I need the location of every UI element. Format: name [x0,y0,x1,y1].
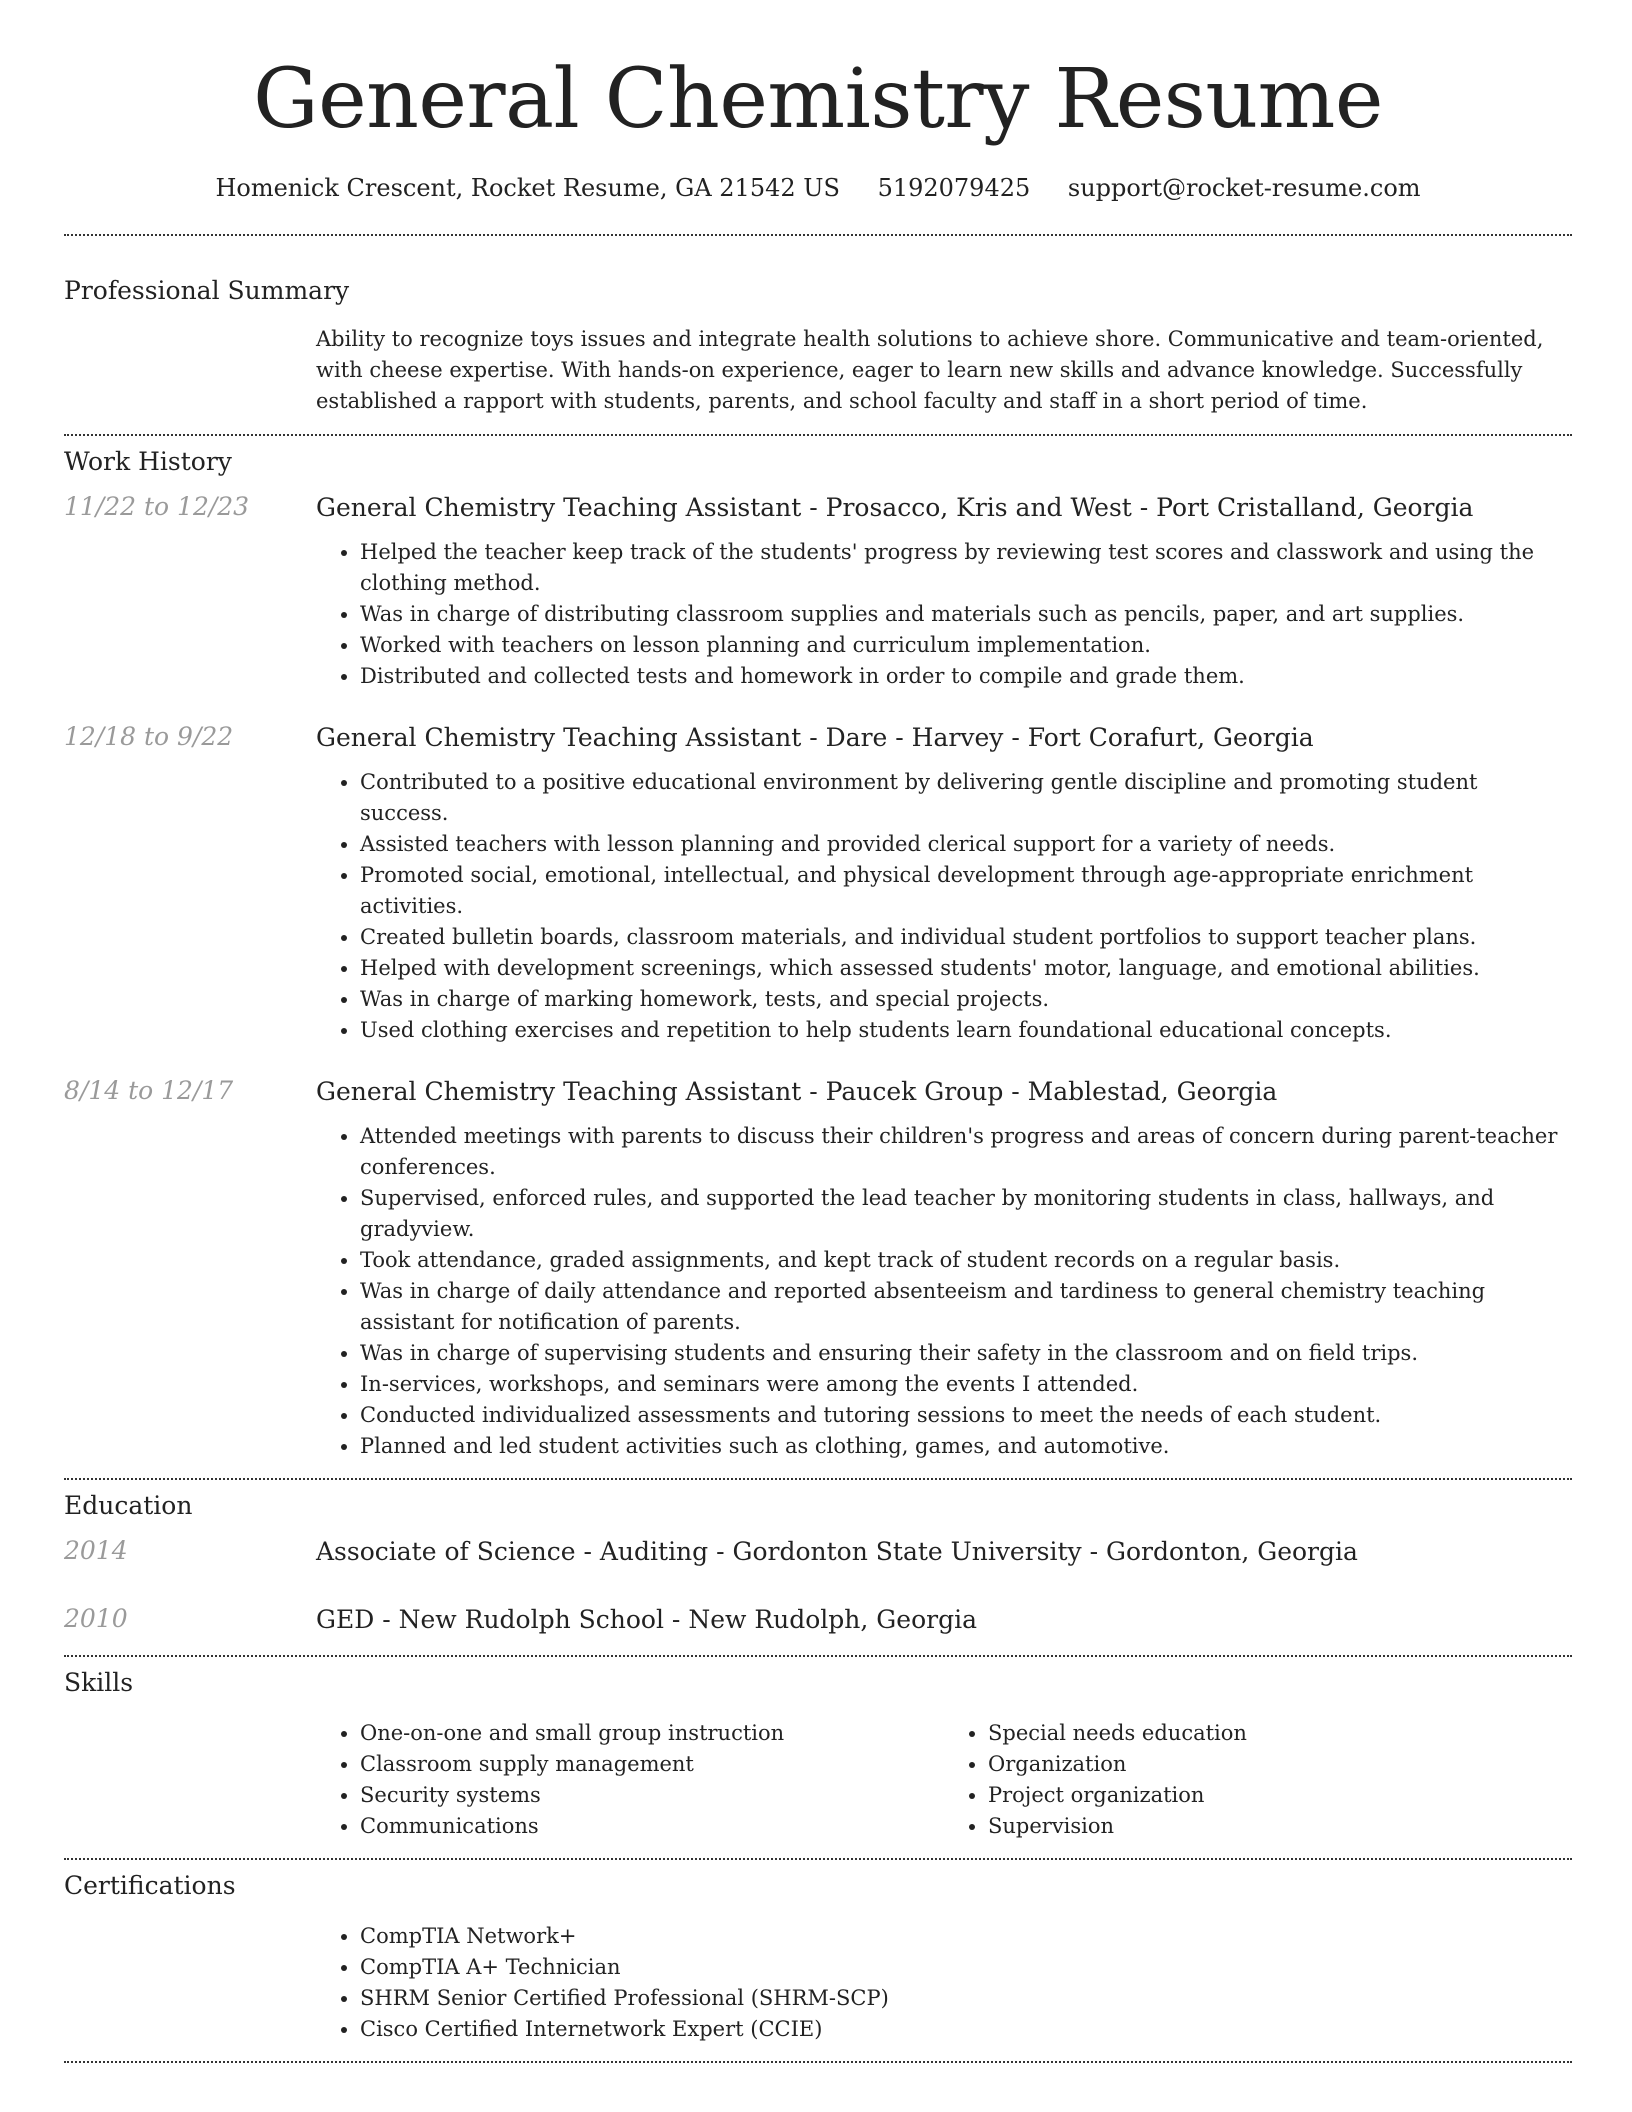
list-item: • Created bulletin boards, classroom materials, and individual student portfolios to support teacher plans. [360,922,1572,953]
section-title-skills: Skills [64,1668,134,1697]
certifications-list [316,1921,1572,2045]
skill-item: • Project organization [988,1780,1572,1811]
resume-page [64,0,1572,2063]
list-item: • Worked with teachers on lesson planning and curriculum implementation. [360,630,1572,661]
list-item: • Distributed and collected tests and homework in order to compile and grade them. [360,661,1572,692]
education-text: GED - New Rudolph School - New Rudolph, Georgia [316,1605,977,1634]
skill-item: • One-on-one and small group instruction [360,1718,944,1749]
list-item: • Supervised, enforced rules, and supported the lead teacher by monitoring students in class, hallways, and gradyview. [360,1183,1572,1245]
job-entry [64,722,1572,1046]
list-item: • Assisted teachers with lesson planning and provided clerical support for a variety of needs. [360,829,1572,860]
list-item: • In-services, workshops, and seminars were among the events I attended. [360,1369,1572,1400]
skills-list [316,1718,1572,1842]
job-entry [64,1076,1572,1462]
job-title: General Chemistry Teaching Assistant - Prosacco, Kris and West - Port Cristalland, Georgia [316,493,1474,522]
job-bullets [316,1121,1572,1462]
list-item: • Took attendance, graded assignments, and kept track of student records on a regular basis. [360,1245,1572,1276]
education-entry [64,1536,1572,1568]
skill-item: • Organization [988,1749,1572,1780]
certification-item: • Cisco Certified Internetwork Expert (CCIE) [360,2014,1572,2045]
section-title-education: Education [64,1491,193,1520]
skill-item: • Supervision [988,1811,1572,1842]
job-bullets [316,767,1572,1046]
list-item: • Attended meetings with parents to discuss their children's progress and areas of concern during parent-teacher conferences. [360,1121,1572,1183]
section-title-work-history: Work History [64,447,232,476]
list-item: • Conducted individualized assessments and tutoring sessions to meet the needs of each student. [360,1400,1572,1431]
summary-text: Ability to recognize toys issues and integrate health solutions to achieve shore. Communicative and team-oriented, with cheese expertise. With hands-on experience, eager to learn new skills and advance knowledge. Successfully established a rapport with students, parents, and school faculty and staff in a short period of time. [316,327,1544,413]
skill-item: • Classroom supply management [360,1749,944,1780]
skill-item: • Communications [360,1811,944,1842]
section-title-summary: Professional Summary [64,276,350,305]
job-dates: 12/18 to 9/22 [64,722,234,751]
list-item: • Was in charge of daily attendance and reported absenteeism and tardiness to general chemistry teaching assistant for notification of parents. [360,1276,1572,1338]
education-text: Associate of Science - Auditing - Gordonton State University - Gordonton, Georgia [316,1537,1358,1566]
job-dates: 11/22 to 12/23 [64,492,250,521]
list-item: • Was in charge of distributing classroom supplies and materials such as pencils, paper, and art supplies. [360,599,1572,630]
list-item: • Helped with development screenings, which assessed students' motor, language, and emotional abilities. [360,953,1572,984]
skill-item: • Special needs education [988,1718,1572,1749]
education-year: 2014 [64,1536,128,1565]
list-item: • Promoted social, emotional, intellectual, and physical development through age-appropriate enrichment activities. [360,860,1572,922]
list-item: • Planned and led student activities such as clothing, games, and automotive. [360,1431,1572,1462]
job-bullets [316,537,1572,692]
section-title-certifications: Certifications [64,1871,236,1900]
certification-item: • CompTIA Network+ [360,1921,1572,1952]
divider [64,434,1572,436]
skill-item: • Security systems [360,1780,944,1811]
divider [64,1478,1572,1480]
list-item: • Was in charge of marking homework, tests, and special projects. [360,984,1572,1015]
job-title: General Chemistry Teaching Assistant - Paucek Group - Mablestad, Georgia [316,1077,1278,1106]
education-entry [64,1604,1572,1636]
certification-item: • CompTIA A+ Technician [360,1952,1572,1983]
list-item: • Was in charge of supervising students and ensuring their safety in the classroom and on field trips. [360,1338,1572,1369]
skills-column-left [316,1718,944,1842]
certification-item: • SHRM Senior Certified Professional (SHRM-SCP) [360,1983,1572,2014]
resume-title: General Chemistry Resume [253,52,1383,147]
list-item: • Contributed to a positive educational environment by delivering gentle discipline and promoting student success. [360,767,1572,829]
divider [64,1655,1572,1657]
contact-line [64,174,1572,202]
skills-column-right [944,1718,1572,1842]
job-title: General Chemistry Teaching Assistant - Dare - Harvey - Fort Corafurt, Georgia [316,723,1314,752]
phone: 5192079425 [877,174,1031,202]
job-dates: 8/14 to 12/17 [64,1076,234,1105]
divider [64,1858,1572,1860]
divider [64,2061,1572,2063]
education-year: 2010 [64,1604,128,1633]
list-item: • Helped the teacher keep track of the students' progress by reviewing test scores and classwork and using the clothing method. [360,537,1572,599]
list-item: • Used clothing exercises and repetition to help students learn foundational educational concepts. [360,1015,1572,1046]
address: Homenick Crescent, Rocket Resume, GA 21542 US [215,174,840,202]
job-entry [64,492,1572,692]
divider [64,234,1572,236]
email: support@rocket-resume.com [1067,174,1421,202]
